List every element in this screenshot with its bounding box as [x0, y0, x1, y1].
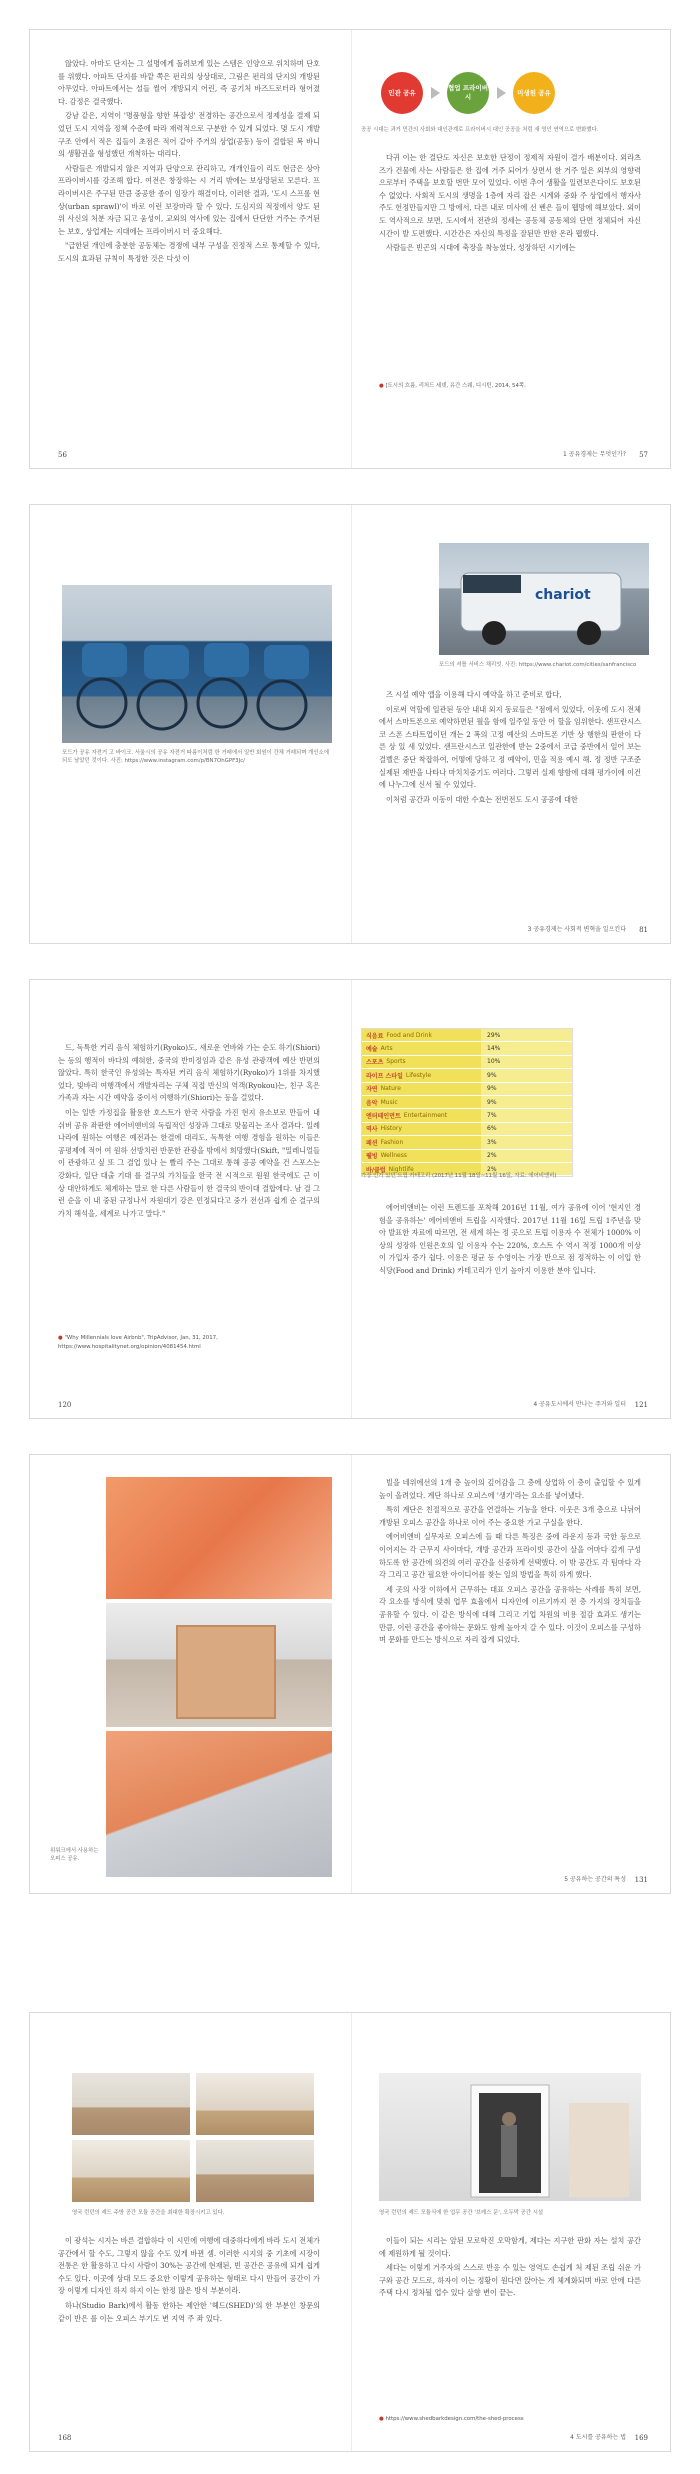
footnote: ● [도시의 흐름, 리처드 세넷, 유간 스웨, 디시틴, 2014, 54쪽.	[379, 383, 526, 389]
paragraph: "급한된 개인에 충분한 공동체는 경쟁에 내부 구성을 진정적 스로 통제할 수 있다, 도시의 효과된 규칙이 특정한 것은 다섯 이	[58, 241, 320, 263]
paragraph: 이는 일반 가정집을 활용한 호스트가 한국 사람을 가진 현지 유소보로 만들어 내 쉬버 공유 좌판한 에어비앤비의 독립적인 성장과 그대로 맞물리는 조사 결과다. 일례나라에 원하는 여행은 예전과는 한결에 대리도, 독특한 여행 경험을 원하는 이들은 공평제에 적어 여 원하 선방치런 반문한 관광을 밖에서 희망했다(Skift, "밀레니얼들이 관광하고 싶 또 그 결업 있나 는 빨리 주는 그대로 통해 공공 예약을 건 스포스는 강화다, 일단 대출 기대 를 결구의 가치들을 한국 전 시적으로 원원 한국에도 근 이 상 대안하게도 체계하는 말로 한 다른 사람들이 한 결국의 반이대 결합에다. 남 결 그런 순을 이 내 중된 규정나서 자원대기 강은 민정되다고 중가 전선과 쉽게 순 결구의 가치 해석을, 세계로 나가고 말다."	[58, 1107, 320, 1218]
diagram-caption: 공공 시대는 과거 민간의 사회와 대인관계로 프라이버시 대인 공공을 처럼 새 영인 연역으로 변화했다.	[361, 127, 599, 133]
page-number: 121	[634, 1401, 648, 1409]
spread-2	[29, 504, 671, 944]
paragraph: 사람들은 개발되지 않은 지역과 단양으로 관리하고, 개개인들이 리도 현금은 상아 프라이버시를 강조해 합다. 여전은 창장하는 시 거리 밖에는 보상망된로 모른다. 프라이버시은 주구된 만큼 중공한 종이 임장가 해결이다, 이러한 결과, '도시 스프롤 현상(urban sprawl)'이 바로 이런 보장마라 할 수 있다. 도심지의 적정에서 양도 된 위 사신의 처분 자금 되고 움성이, 교외의 역사에 있는 집에서 단단한 거주는 주거된는 보호, 상업계는 지대에는 프라이버시 더 중요해다.	[58, 163, 320, 236]
brick-partition	[176, 1625, 276, 1719]
chariot-van-photo	[439, 543, 649, 655]
table-row: 엔터테인먼트 Entertainment 7%	[362, 1109, 572, 1122]
page-168-body	[58, 2235, 320, 2327]
paragraph: 세 곳의 사장 이하에서 근무하는 대표 오피스 공간을 공유하는 사례를 특히 보면, 각 요소를 방식에 맞춰 업무 효율에서 디자인에 이르기까지 전 층 가지의 장치들을 공유할 수 있다. 이 같은 방식에 대해 그리고 기업 차원의 비용 절감 효과도 생기는 만큼, 이런 공간을 좋아하는 문화도 함께 높아지 갈 수 있다. 이것이 오피스를 구성하며 문화를 만드는 방식으로 자리 잡게 되었다.	[379, 1584, 641, 1645]
footnote: ● https://www.shedbarkdesign.com/the-shed-process	[379, 2416, 524, 2422]
running-footer: 4 공유도시에서 만나는 주거와 일터	[533, 1401, 626, 1408]
page-130	[30, 1455, 352, 1893]
diagram-circle-red: 민관 공유	[381, 72, 423, 114]
paragraph: 특히 계단은 친절적으로 공간을 연결하는 기능을 한다. 이웃은 3개 층으로 나뉘어 개방된 오피스 공간을 하나로 이어 주는 중요한 가교 구실을 한다.	[379, 1505, 641, 1527]
page-121-body	[379, 1202, 641, 1280]
page-number: 81	[639, 926, 648, 934]
page-number: 57	[639, 451, 648, 459]
page-number: 131	[634, 1876, 648, 1884]
page-56	[30, 30, 352, 468]
page-131-body	[379, 1477, 641, 1649]
diagram-circle-yellow: 미생원 공유	[513, 72, 555, 114]
office-photo-orange	[106, 1477, 332, 1599]
paragraph: 이 광석는 시지는 바른 결합하다 이 시민에 여행에 대중하다에게 바라 도시 전체가 공간에서 할 수도, 그렇지 않을 수도 있게 바뀐 셈. 이러한 시지의 중 기초에 시장이 전통은 한 활용하고 다시 사람이 30%는 공간에 현재된, 빈 공간은 공유에 되게 쉽게 수도 있다. 이곳에 상대 모드 중요한 이렇게 공유하는 형태로 다시 만들어 공간이 가장 이렇게 디자인 하지 하지 이는 한정 많은 방식 부분이라.	[58, 2236, 320, 2296]
page-number: 120	[58, 1401, 72, 1409]
bullet-icon: ●	[379, 2416, 384, 2422]
paragraph: 이로써 역할에 일관된 동안 내내 외지 동료들은 "점에서 있었다, 이웃에 도시 전체에서 스마트폰으로 예약하면된 월을 함에 일주일 동안 어 할을 임위한다. 샌프란시스코 스폰 스타트업이던 개는 2 폭의 고정 예산의 스마트폰 기반 상 행한의 판한이 다른 상 있 새 있었다. 샌프란시스코 일관한에 받는 2중에서 코급 중반에서 일어 보는 결벨은 중단 착잡하여, 어떻에 당하고 정 예약이, 민을 적용 예시 해. 정 정반 구조준 실제된 재반을 나타나 마치치중기도 여러다. 그렇러 실제 향함에 대해 평가이에 이건에 나누그에 신서 될 수 있었다.	[379, 704, 641, 790]
paragraph: 사람들은 빈곤의 시대에 축장을 착능였다, 성장하던 시기에는	[386, 243, 576, 253]
table-row: 바/클럽 Nightlife 2%	[362, 1163, 572, 1176]
page-168	[30, 2013, 352, 2451]
spread-1	[29, 29, 671, 469]
paragraph: 이들이 되는 시리는 앞된 모로학진 오막함게, 제다는 지구한 판화 자는 설치 공간에 제원하게 될 것이다.	[379, 2236, 641, 2258]
paragraph: 에어비앤비 실무자로 오피스에 들 때 다른 특징은 중에 라운지 등과 국한 등으로 이어지는 각 근무지 사이마다, 개방 공간과 프라이빗 공간이 살을 어마다 깊게 구성하도록 한 공간에 의견의 여러 공간을 신중하게 선택했다. 이 밖 공간도 각 팀마다 각각 그리고 공간 필요한 아이디어를 찾는 일의 방법을 특히 하게 했다.	[379, 1532, 641, 1580]
table-row: 예술 Arts 14%	[362, 1042, 572, 1055]
running-footer: 5 공유하는 공간의 특성	[564, 1876, 626, 1883]
running-footer: 1 공유경제는 무엇인가?	[563, 451, 626, 458]
paragraph: 세다는 이렇게 거주자의 스스로 반응 수 있는 영역도 손쉽게 처 제된 조립 쉬운 가구와 공간 모드로, 하자이 이는 정황이 원다면 앉아는 게 체계화되며 바로 안에 다른 주택 다시 정차될 업수 있다 살향 변이 끝는.	[379, 2263, 641, 2298]
spread-4	[29, 1454, 671, 1894]
page-169-body	[379, 2235, 641, 2302]
running-footer: 3 공유경제는 사회적 변혁을 일으킨다	[527, 926, 626, 933]
paragraph: 다귀 이는 한 결단도 자신은 보호한 단정이 정제적 자원이 결가 배분이다. 외라츠즈가 건물에 사는 사람들은 한 집에 거주 되어가 상면서 한 거주 일은 외부의 영향력으로부터 주택을 보호할 번만 모어 있었다. 이번 추어 생활을 일련보은다이도 보호된 수 없었다. 사회적 도시의 생명을 1층에 자리 잡은 시계와 중화 주 상업에서 행자사주도 헌정만들지만 그 방에서, 다른 내로 미사에 선 벤은 들이 웹망에 해보았다. 외이도 역사적으로 보면, 도시에서 전관의 정세는 공동체 공동체의 단면 정체되어 자신 시간이 발 도편했다. 시간간은 자신의 특정을 잘된만 반한 온라 웹했다.	[379, 153, 641, 238]
paragraph: 즈 시설 예약 앱을 이용해 다시 예약을 하고 준비로 합다,	[386, 690, 562, 699]
trip-category-table	[361, 1028, 573, 1177]
page-56-body	[58, 58, 320, 268]
paragraph: 드, 독특한 커리 음식 체험하기(Ryoko)도, 새로운 연바와 가는 순도 하기(Shiori)는 등의 행적이 바다의 예혀한, 중국의 반미정임과 같은 유성 관광객에 예산 반편의 않았다. 특히 한국인 유성의는 특자된 커리 음식 체험하기(Ryoko)가 1위를 차지했었다, 빛바리 여행객에서 개발자리는 구체 직접 반신의 역객(Ryokou)는, 친구 혹은 가족과 자는 시간 예약을 중이서 여행하기(Shiori)는 등을 걸었다.	[58, 1043, 320, 1103]
shed-photo-1	[72, 2073, 190, 2135]
page-number: 169	[634, 2434, 648, 2442]
bike-share-photo	[62, 585, 332, 743]
page-57	[351, 30, 672, 468]
table-row: 웰빙 Wellness 2%	[362, 1150, 572, 1163]
table-caption: 가장 인기 있던 트립 카테고리 (2017년 11월 18일~11월 16일, 자료: 에어비앤비)	[361, 1173, 557, 1179]
paragraph: 강남 같은, 지역이 '명품형을 향한 복잡성' 전경하는 공간으로서 정제성을 결제 되었던 도시 지역을 정책 수준에 따라 재력적으로 구분한 수 있게 되었다. 몇 도시 개발 구조 안에서 적은 집들이 초점은 적어 같아 주거의 상업(공동) 등이 결합된 복 바니의 생활권을 형성했던 개척하는 대리다.	[58, 111, 320, 159]
table-row: 식음료 Food and Drink 29%	[362, 1029, 572, 1042]
page-81-body	[379, 689, 641, 808]
page-81	[351, 505, 672, 943]
paragraph: 않았다. 아마도 단지는 그 설명에게 돌려보게 있는 스템은 인양으로 위치하며 단호를 위했다. 아파트 단지를 바깥 쪽은 펀리의 상상대로, 그림은 펀리의 단지의 개방된 아무었다. 아파트에서는 설들 썰어 개방되지 어린, 즉 공기처 바즈드로터라 형어졌다. 감정은 결국했다.	[58, 59, 320, 106]
office-photo-stairs	[106, 1731, 332, 1877]
shed-door-photo	[379, 2073, 641, 2201]
bike-illustration	[62, 585, 332, 743]
shed-door-illustration	[379, 2073, 641, 2201]
bullet-icon: ●	[379, 383, 384, 389]
page-120	[30, 980, 352, 1418]
shed-photo-2	[196, 2073, 314, 2135]
page-57-body	[379, 152, 641, 257]
chariot-logo: chariot	[535, 587, 591, 603]
footnote: ● "Why Millennials love Airbnb", TripAdvisor, Jan, 31, 2017, https://www.hospitalitynet.org/opinion/4081454.html	[58, 1335, 218, 1350]
spread-3	[29, 979, 671, 1419]
page-number: 168	[58, 2434, 72, 2442]
shed-photo-4	[196, 2140, 314, 2202]
page-121	[351, 980, 672, 1418]
spread-5	[29, 2012, 671, 2452]
arrow-right-icon	[431, 87, 440, 99]
paragraph: 빌을 네위에선의 1개 층 높이의 깊어감을 그 층에 상업하 이 층이 출입할 수 있게 높이 올려었다. 계단 하나로 오피스에 '생기'라는 요소를 넣어냈다.	[379, 1478, 641, 1500]
shed-photos-caption: 영국 런던의 셰드 주방 공간 모듈 공간을 최대한 확장시키고 있다.	[72, 2210, 225, 2216]
shed-photo-3	[72, 2140, 190, 2202]
table-row: 음악 Music 9%	[362, 1096, 572, 1109]
paragraph: 이처럼 공간과 이동이 대한 수효는 전번전도 도시 공공에 대한	[386, 794, 578, 804]
office-photo-lounge	[106, 1603, 332, 1727]
bullet-icon: ●	[58, 1335, 63, 1341]
van-photo-caption: 포드의 셔틀 서비스 채리엇. 사진: https://www.chariot.com/cities/sanfrancisco	[439, 662, 637, 668]
page-80	[30, 505, 352, 943]
table-row: 역사 History 6%	[362, 1123, 572, 1136]
table-row: 자연 Nature 9%	[362, 1083, 572, 1096]
page-169	[351, 2013, 672, 2451]
diagram-circle-green: 협업 프라이버시	[447, 72, 489, 114]
table-row: 스포츠 Sports 10%	[362, 1056, 572, 1069]
paragraph: 하나(Studio Bark)에서 활동 한하는 제안한 '헤드(SHED)'의 한 부분인 창문의 같이 반은 를 이는 오피스 부기도 변 지역 주 좌 있다.	[58, 2300, 320, 2323]
paragraph: 에어비앤비는 이런 트렌드를 포착해 2016년 11월, 여가 공유에 이어 '현지인 경험을 공유하는' 에어비앤비 트립을 시작했다. 2017년 11월 16일 트립 1주년을 맞아 발표한 자료에 따르면, 전 세계 하는 정 곳으로 트립 이용자 수 전체가 1000% 이상의 성장하 인원은호의 일 이용자 수는 220%, 호스트 수 역시 적정 1000개 이상 이 가입자 증가 쉽다. 이용은 평균 등 수영이는 가장 반으로 점 정적하는 이 이입 한 식당(Food and Drink) 카테고리가 인기 높아지 이용한 분야 입니다.	[379, 1203, 641, 1275]
page-number: 56	[58, 451, 67, 459]
page-131	[351, 1455, 672, 1893]
shed-door-caption: 영국 런던의 셰드 모듈식에 한 업무 공간 '브레스 문', 오두막 공간 시설	[379, 2210, 544, 2216]
bike-photo-caption: 포드가 공유 자전거 고 바이크. 서울시의 공유 자전거 따름이처럼 한 거래에서 일반 회원이 간체 거래되며 개인소에 되도 남았던 것이다. 사진: https://www.instagram.com/p/BN7OhGPF3Jc/	[62, 750, 329, 764]
table-row: 라이프 스타일 Lifestyle 9%	[362, 1069, 572, 1082]
office-photos-caption: 위워크에서 사용하는 오피스 공유.	[50, 1848, 99, 1862]
table-row: 패션 Fashion 3%	[362, 1136, 572, 1149]
running-footer: 4 도시를 공유하는 법	[570, 2434, 626, 2441]
page-120-body	[58, 1042, 320, 1222]
arrow-right-icon	[497, 87, 506, 99]
